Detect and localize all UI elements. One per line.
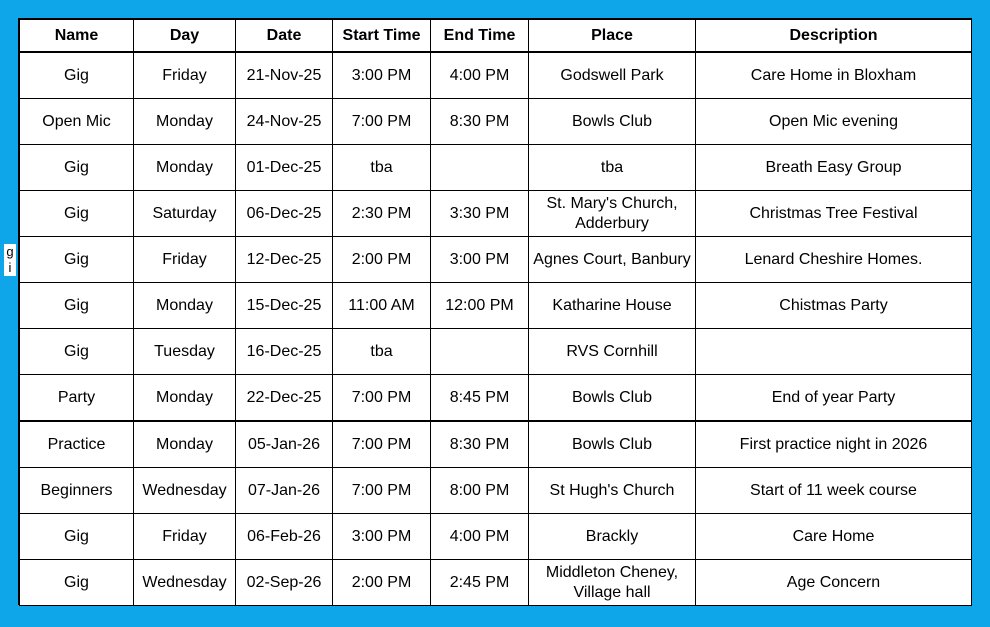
- cell-end-time[interactable]: 2:45 PM: [431, 560, 529, 606]
- cell-place[interactable]: Middleton Cheney, Village hall: [529, 560, 696, 606]
- cell-place[interactable]: Bowls Club: [529, 375, 696, 422]
- table-row: [20, 468, 972, 514]
- cell-end-time[interactable]: 8:00 PM: [431, 468, 529, 514]
- cell-date[interactable]: 05-Jan-26: [236, 421, 333, 468]
- cell-place[interactable]: Bowls Club: [529, 421, 696, 468]
- cell-date[interactable]: 06-Feb-26: [236, 514, 333, 560]
- cell-day[interactable]: Friday: [134, 514, 236, 560]
- cell-start-time[interactable]: 7:00 PM: [333, 375, 431, 422]
- cell-place[interactable]: Bowls Club: [529, 99, 696, 145]
- cell-day[interactable]: Saturday: [134, 191, 236, 237]
- cell-name[interactable]: Party: [20, 375, 134, 422]
- cell-place[interactable]: St. Mary's Church, Adderbury: [529, 191, 696, 237]
- cell-name[interactable]: Gig: [20, 514, 134, 560]
- cell-name[interactable]: Practice: [20, 421, 134, 468]
- cell-name[interactable]: Gig: [20, 283, 134, 329]
- cell-place[interactable]: Godswell Park: [529, 52, 696, 99]
- table-row: [20, 99, 972, 145]
- cell-description[interactable]: First practice night in 2026: [696, 421, 972, 468]
- cell-date[interactable]: 22-Dec-25: [236, 375, 333, 422]
- cell-end-time[interactable]: [431, 329, 529, 375]
- cell-start-time[interactable]: 7:00 PM: [333, 468, 431, 514]
- cell-description[interactable]: Christmas Tree Festival: [696, 191, 972, 237]
- cell-description[interactable]: End of year Party: [696, 375, 972, 422]
- table-row: [20, 283, 972, 329]
- cell-end-time[interactable]: 12:00 PM: [431, 283, 529, 329]
- cell-day[interactable]: Friday: [134, 52, 236, 99]
- cell-place[interactable]: Katharine House: [529, 283, 696, 329]
- cell-date[interactable]: 16-Dec-25: [236, 329, 333, 375]
- column-header-description[interactable]: Description: [696, 20, 972, 53]
- cell-date[interactable]: 01-Dec-25: [236, 145, 333, 191]
- cell-day[interactable]: Wednesday: [134, 560, 236, 606]
- table-row: [20, 329, 972, 375]
- cell-day[interactable]: Friday: [134, 237, 236, 283]
- side-label-char: g: [6, 244, 14, 259]
- table-row: [20, 237, 972, 283]
- cell-place[interactable]: tba: [529, 145, 696, 191]
- cell-start-time[interactable]: 11:00 AM: [333, 283, 431, 329]
- cell-description[interactable]: Age Concern: [696, 560, 972, 606]
- cell-start-time[interactable]: 3:00 PM: [333, 52, 431, 99]
- cell-start-time[interactable]: tba: [333, 145, 431, 191]
- cell-name[interactable]: Gig: [20, 560, 134, 606]
- cell-name[interactable]: Gig: [20, 145, 134, 191]
- table-row: [20, 514, 972, 560]
- column-header-place[interactable]: Place: [529, 20, 696, 53]
- cell-day[interactable]: Wednesday: [134, 468, 236, 514]
- cell-name[interactable]: Open Mic: [20, 99, 134, 145]
- cell-end-time[interactable]: 8:30 PM: [431, 99, 529, 145]
- cell-description[interactable]: [696, 329, 972, 375]
- cell-description[interactable]: Care Home in Bloxham: [696, 52, 972, 99]
- table-row: [20, 191, 972, 237]
- cell-end-time[interactable]: [431, 145, 529, 191]
- cell-start-time[interactable]: 7:00 PM: [333, 99, 431, 145]
- cell-place[interactable]: Brackly: [529, 514, 696, 560]
- cell-end-time[interactable]: 4:00 PM: [431, 514, 529, 560]
- cell-date[interactable]: 06-Dec-25: [236, 191, 333, 237]
- cell-end-time[interactable]: 4:00 PM: [431, 52, 529, 99]
- side-label-char: i: [8, 260, 12, 275]
- header-row: [20, 20, 972, 53]
- column-header-name[interactable]: Name: [20, 20, 134, 53]
- cell-place[interactable]: St Hugh's Church: [529, 468, 696, 514]
- cell-description[interactable]: Care Home: [696, 514, 972, 560]
- cell-name[interactable]: Gig: [20, 237, 134, 283]
- table-row: [20, 421, 972, 468]
- cell-name[interactable]: Gig: [20, 191, 134, 237]
- cell-day[interactable]: Monday: [134, 145, 236, 191]
- cell-date[interactable]: 12-Dec-25: [236, 237, 333, 283]
- schedule-sheet: [18, 18, 972, 605]
- cell-day[interactable]: Monday: [134, 421, 236, 468]
- cell-name[interactable]: Gig: [20, 329, 134, 375]
- column-header-date[interactable]: Date: [236, 20, 333, 53]
- column-header-start-time[interactable]: Start Time: [333, 20, 431, 53]
- side-label: [4, 244, 16, 276]
- cell-day[interactable]: Monday: [134, 375, 236, 422]
- cell-start-time[interactable]: tba: [333, 329, 431, 375]
- table-row: [20, 52, 972, 99]
- cell-date[interactable]: 02-Sep-26: [236, 560, 333, 606]
- cell-place[interactable]: RVS Cornhill: [529, 329, 696, 375]
- table-row: [20, 145, 972, 191]
- cell-end-time[interactable]: 8:30 PM: [431, 421, 529, 468]
- table-row: [20, 560, 972, 606]
- cell-start-time[interactable]: 7:00 PM: [333, 421, 431, 468]
- schedule-table: [19, 19, 972, 606]
- cell-start-time[interactable]: 2:00 PM: [333, 560, 431, 606]
- cell-day[interactable]: Monday: [134, 99, 236, 145]
- cell-start-time[interactable]: 2:00 PM: [333, 237, 431, 283]
- cell-date[interactable]: 07-Jan-26: [236, 468, 333, 514]
- column-header-day[interactable]: Day: [134, 20, 236, 53]
- cell-start-time[interactable]: 3:00 PM: [333, 514, 431, 560]
- cell-description[interactable]: Start of 11 week course: [696, 468, 972, 514]
- cell-day[interactable]: Monday: [134, 283, 236, 329]
- cell-end-time[interactable]: 3:00 PM: [431, 237, 529, 283]
- cell-place[interactable]: Agnes Court, Banbury: [529, 237, 696, 283]
- cell-start-time[interactable]: 2:30 PM: [333, 191, 431, 237]
- cell-description[interactable]: Open Mic evening: [696, 99, 972, 145]
- cell-description[interactable]: Lenard Cheshire Homes.: [696, 237, 972, 283]
- cell-date[interactable]: 15-Dec-25: [236, 283, 333, 329]
- table-row: [20, 375, 972, 422]
- cell-date[interactable]: 21-Nov-25: [236, 52, 333, 99]
- cell-day[interactable]: Tuesday: [134, 329, 236, 375]
- cell-end-time[interactable]: 8:45 PM: [431, 375, 529, 422]
- cell-description[interactable]: Chistmas Party: [696, 283, 972, 329]
- column-header-end-time[interactable]: End Time: [431, 20, 529, 53]
- cell-end-time[interactable]: 3:30 PM: [431, 191, 529, 237]
- cell-name[interactable]: Gig: [20, 52, 134, 99]
- cell-name[interactable]: Beginners: [20, 468, 134, 514]
- cell-date[interactable]: 24-Nov-25: [236, 99, 333, 145]
- cell-description[interactable]: Breath Easy Group: [696, 145, 972, 191]
